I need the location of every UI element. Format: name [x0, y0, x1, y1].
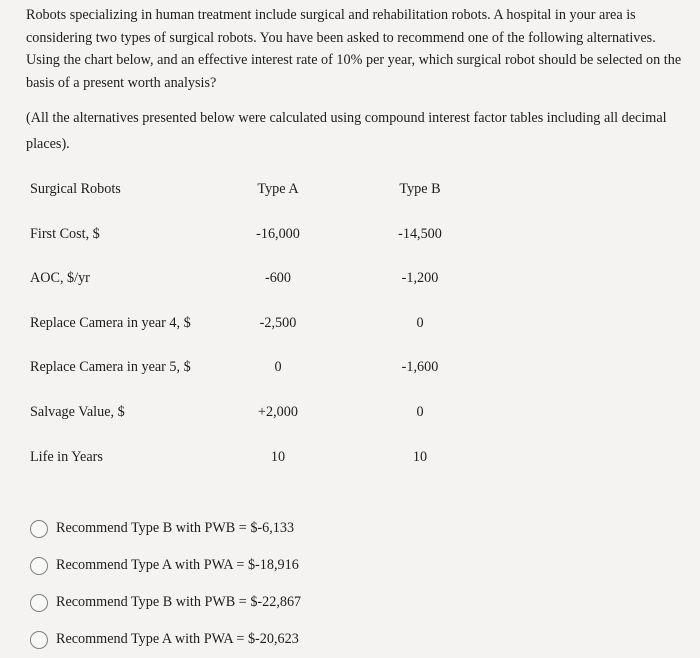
- row-aoc-a: -600: [264, 270, 291, 286]
- row-camera-year-4-a: -2,500: [259, 315, 297, 331]
- row-salvage-b: 0: [416, 404, 424, 420]
- row-label-camera-year-4: Replace Camera in year 4, $: [30, 315, 191, 331]
- row-camera-year-4-b: 0: [416, 315, 424, 331]
- row-label-first-cost: First Cost, $: [30, 226, 100, 242]
- answer-option-1[interactable]: [30, 510, 301, 547]
- row-label-aoc: AOC, $/yr: [30, 270, 90, 286]
- answer-option-1-label[interactable]: Recommend Type B with PWB = $-6,133: [56, 520, 295, 536]
- row-first-cost-a: -16,000: [256, 226, 300, 242]
- table-header-label: Surgical Robots: [30, 181, 121, 197]
- row-aoc-b: -1,200: [401, 270, 439, 286]
- answer-option-4[interactable]: [30, 621, 301, 658]
- answer-option-3[interactable]: [30, 584, 301, 621]
- radio-button-1[interactable]: [30, 520, 48, 538]
- row-label-camera-year-5: Replace Camera in year 5, $: [30, 359, 191, 375]
- answer-option-2-label[interactable]: Recommend Type A with PWA = $-18,916: [56, 557, 299, 573]
- row-salvage-a: +2,000: [258, 404, 298, 420]
- note-text: (All the alternatives presented below were calculated using compound interest factor tables including all decimal places).: [26, 110, 667, 152]
- radio-button-3[interactable]: [30, 594, 48, 612]
- row-label-salvage: Salvage Value, $: [30, 404, 125, 420]
- row-first-cost-b: -14,500: [398, 226, 442, 242]
- table-header-type-b: Type B: [399, 181, 441, 197]
- row-life-a: 10: [270, 449, 286, 465]
- question-text: Robots specializing in human treatment include surgical and rehabilitation robots. A hospital in your area is considering two types of surgical robots. You have been asked to recommend one of the following alternatives. Using the chart below, and an effective interest rate of 10% per year, which surgical robot should be selected on the basis of a present worth analysis?: [26, 7, 682, 91]
- answer-option-2[interactable]: [30, 547, 301, 584]
- radio-button-4[interactable]: [30, 631, 48, 649]
- answer-options: [30, 510, 301, 658]
- row-life-b: 10: [412, 449, 428, 465]
- table-header-type-a: Type A: [257, 181, 299, 197]
- radio-button-2[interactable]: [30, 557, 48, 575]
- row-label-life: Life in Years: [30, 449, 103, 465]
- row-camera-year-5-b: -1,600: [401, 359, 439, 375]
- row-camera-year-5-a: 0: [274, 359, 282, 375]
- answer-option-3-label[interactable]: Recommend Type B with PWB = $-22,867: [56, 594, 302, 610]
- answer-option-4-label[interactable]: Recommend Type A with PWA = $-20,623: [56, 631, 299, 647]
